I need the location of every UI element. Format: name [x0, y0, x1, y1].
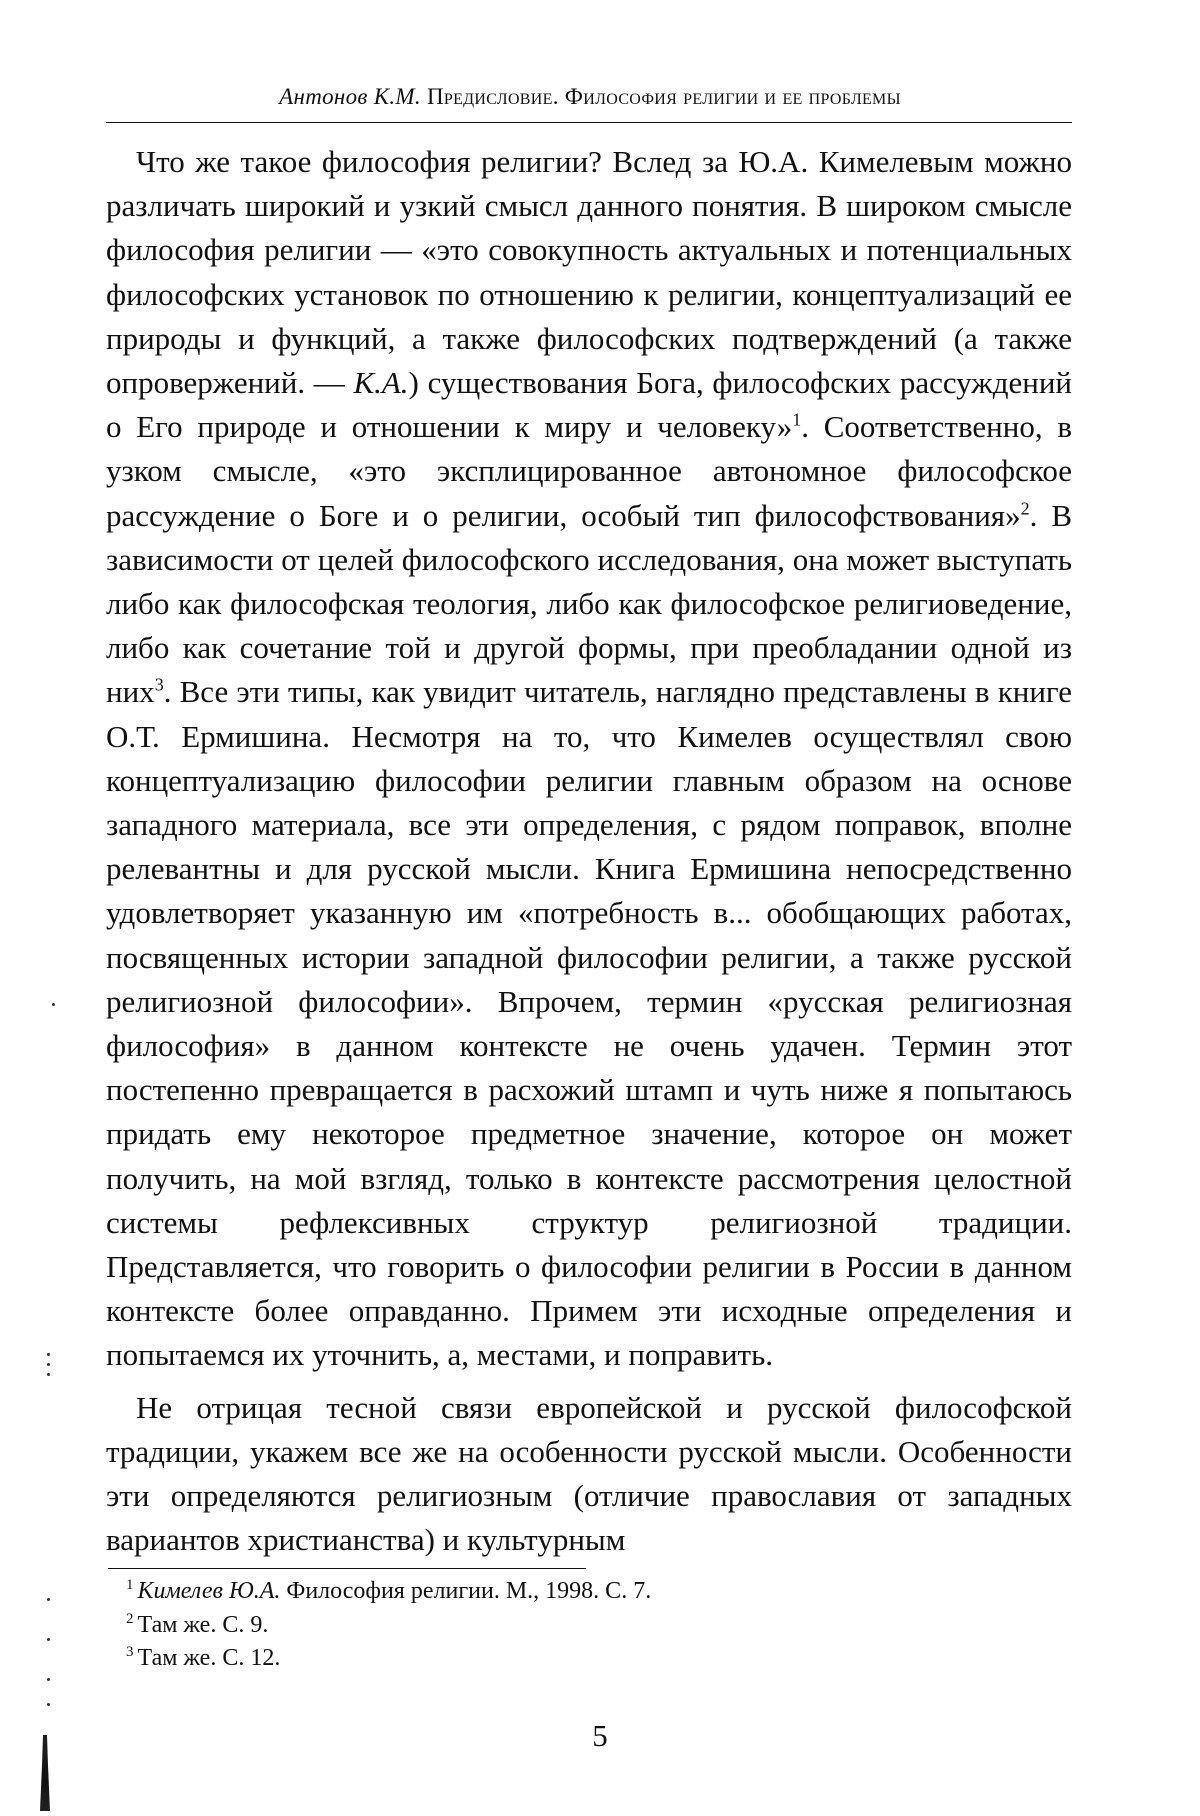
footnote-text: Там же. С. 9.	[137, 1611, 269, 1638]
page-number: 5	[592, 1718, 608, 1753]
footnote	[126, 1575, 1066, 1609]
author-initials: К.А.	[353, 365, 409, 401]
main-text	[106, 140, 1072, 1563]
running-header	[108, 84, 1072, 110]
footnote-text: Там же. С. 12.	[137, 1645, 281, 1671]
header-author: Антонов К.М.	[279, 84, 421, 109]
footnote-number: 3	[126, 1644, 134, 1660]
header-rule	[106, 122, 1072, 123]
scan-artifact	[52, 1003, 55, 1006]
footnote-ref: 3	[154, 675, 164, 696]
footnote	[126, 1642, 1066, 1676]
header-title: Предисловие. Философия религии и ее проблемы	[426, 84, 901, 109]
text-run: ) существования Бога, философских рассуждений о Его природе и отношении к миру и человеку»	[106, 365, 1072, 445]
text-run: . Все эти типы, как увидит читатель, наглядно представлены в книге О.Т. Ермишина. Несмотря на то, что Кимелев осуществлял свою концептуализацию философии религии главным образом на основе западного материала, все эти определения, с рядом поправок, вполне релевантны и для русской мысли. Книга Ермишина непосредственно удовлетворяет указанную им «потребность в... обобщающих работах, посвященных истории западной философии религии, а также русской религиозной философии». Впрочем, термин «русская религиозная философия» в данном контексте не очень удачен. Термин этот постепенно превращается в расхожий штамп и чуть ниже я попытаюсь придать ему некоторое предметное значение, которое он может получить, на мой взгляд, только в контексте рассмотрения целостной системы рефлексивных структур религиозной традиции. Представляется, что говорить о философии религии в России в данном контексте более оправданно. Примем эти исходные определения и попытаемся их уточнить, а, местами, и поправить.	[106, 674, 1072, 1373]
scan-artifact	[47, 1373, 50, 1376]
scan-artifact	[47, 1703, 50, 1706]
footnote-ref: 1	[792, 409, 802, 430]
scan-artifact	[47, 1678, 50, 1681]
footnote-number: 1	[126, 1577, 134, 1593]
paragraph: Не отрицая тесной связи европейской и русской философской традиции, укажем все же на особенности русской мысли. Особенности эти определяются религиозным (отличие православия от западных вариантов христианства) и культурным	[106, 1389, 1072, 1558]
footnotes	[126, 1575, 1066, 1676]
footnote-rule	[108, 1568, 586, 1569]
text-run: . В зависимости от целей философского исследования, она может выступать либо как философская теология, либо как философское религиоведение, либо как сочетание той и другой формы, при преобладании одной из них	[106, 497, 1072, 710]
paragraph	[106, 140, 1072, 1378]
scan-artifact	[40, 1735, 50, 1811]
scan-artifact	[47, 1353, 50, 1356]
footnote	[126, 1609, 1066, 1643]
text-run: . Соответственно, в узком смысле, «это эксплицированное автономное философское рассуждение о Боге и о религии, особый тип философствования»	[106, 409, 1072, 533]
footnote-text: Философия религии. М., 1998. С. 7.	[280, 1578, 652, 1604]
footnote-author: Кимелев Ю.А.	[137, 1578, 281, 1604]
scan-artifact	[47, 1363, 50, 1366]
footnote-number: 2	[126, 1610, 134, 1627]
text-run: Что же такое философия религии? Вслед за Ю.А. Кимелевым можно различать широкий и узкий смысл данного понятия. В широком смысле философия религии — «это совокупность актуальных и потенциальных философских установок по отношению к религии, концептуализаций ее природы и функций, а также философских подтверждений (а также опровержений. —	[106, 144, 1072, 401]
footnote-ref: 2	[1020, 498, 1030, 519]
scan-artifact	[47, 1598, 50, 1601]
scan-artifact	[47, 1638, 50, 1641]
